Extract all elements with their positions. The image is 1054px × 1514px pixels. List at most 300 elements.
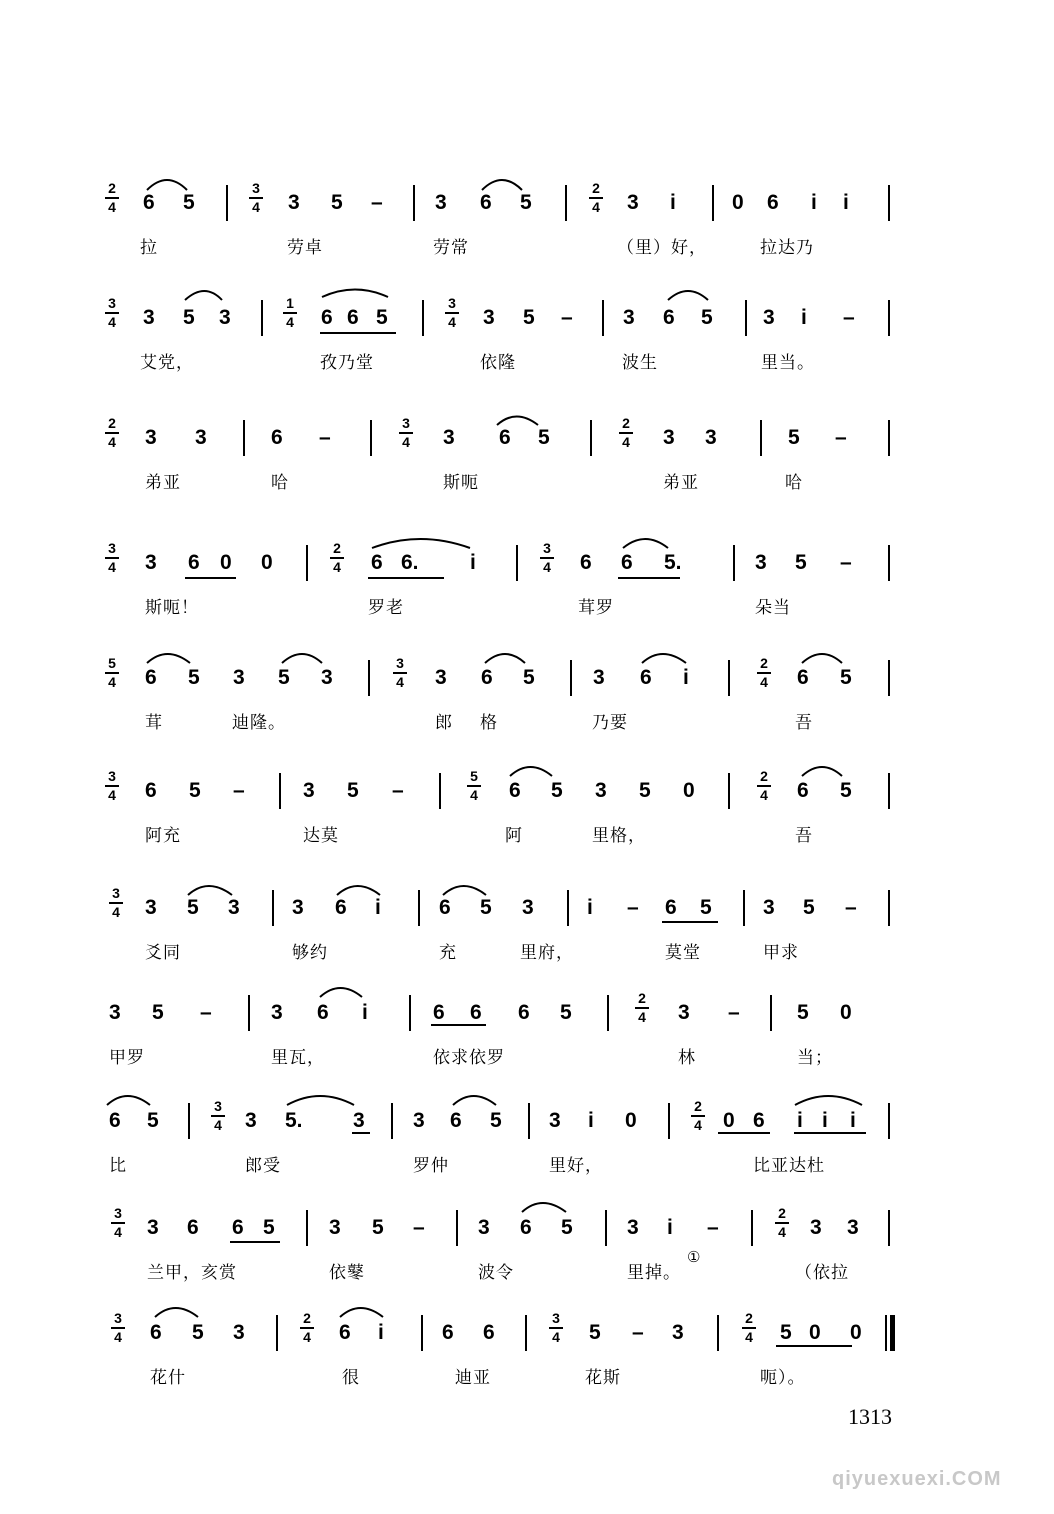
- note: –: [371, 191, 383, 214]
- lyric: （里）好，: [617, 238, 707, 258]
- bar-line: [888, 890, 890, 926]
- note: 6: [753, 1109, 765, 1132]
- lyric: 哈: [785, 473, 803, 493]
- note: –: [632, 1321, 644, 1344]
- note: 5: [795, 551, 807, 574]
- note: 6: [339, 1321, 351, 1344]
- note: 6: [232, 1216, 244, 1239]
- note: i: [587, 896, 593, 919]
- note: 6: [442, 1321, 454, 1344]
- notes-line: [95, 1093, 915, 1153]
- lyric: 吾: [795, 713, 813, 733]
- time-signature: 3 4: [391, 656, 409, 690]
- note: 6: [481, 666, 493, 689]
- note: 6: [580, 551, 592, 574]
- note: 5: [331, 191, 343, 214]
- lyric: 阿充: [145, 826, 181, 846]
- note: 6: [271, 426, 283, 449]
- bar-line: [421, 1315, 423, 1351]
- bar-line: [590, 420, 592, 456]
- note: i: [797, 1109, 803, 1132]
- note: 6: [433, 1001, 445, 1024]
- note: –: [200, 1001, 212, 1024]
- bar-line: [605, 1210, 607, 1246]
- lyric: 拉达乃: [760, 238, 814, 258]
- note: 0: [732, 191, 744, 214]
- lyric: 波生: [622, 353, 658, 373]
- time-signature: 2 4: [689, 1099, 707, 1133]
- bar-line: [743, 890, 745, 926]
- note: 5: [840, 779, 852, 802]
- bar-line: [306, 1210, 308, 1246]
- time-signature: 3 4: [547, 1311, 565, 1345]
- note: i: [667, 1216, 673, 1239]
- note: i: [378, 1321, 384, 1344]
- time-signature: 3 4: [109, 1311, 127, 1345]
- note: i: [683, 666, 689, 689]
- note: 3: [595, 779, 607, 802]
- site-watermark: qiyuexuexi.COM: [832, 1468, 1002, 1490]
- note: 3: [145, 426, 157, 449]
- lyric: 呃）。: [760, 1368, 806, 1388]
- note: 5.: [285, 1109, 303, 1132]
- bar-line: [528, 1103, 530, 1139]
- lyric: 劳卓: [287, 238, 323, 258]
- score-system-11: [95, 1305, 915, 1415]
- time-signature: 2 4: [755, 769, 773, 803]
- note: 5: [639, 779, 651, 802]
- note: i: [362, 1001, 368, 1024]
- note: 6: [518, 1001, 530, 1024]
- note: 3: [413, 1109, 425, 1132]
- note: i: [801, 306, 807, 329]
- note: 5: [189, 779, 201, 802]
- bar-line: [751, 1210, 753, 1246]
- note: 0: [220, 551, 232, 574]
- score-system-5: [95, 650, 915, 760]
- note: 5: [788, 426, 800, 449]
- bar-line: [279, 773, 281, 809]
- lyrics-line: [95, 1151, 915, 1181]
- bar-line: [368, 660, 370, 696]
- note: 3: [288, 191, 300, 214]
- page-number: 1313: [848, 1404, 892, 1429]
- note: 3: [847, 1216, 859, 1239]
- bar-line: [456, 1210, 458, 1246]
- time-signature: 3 4: [103, 541, 121, 575]
- note: 6: [145, 779, 157, 802]
- note: 0: [261, 551, 273, 574]
- note: 3: [549, 1109, 561, 1132]
- bar-line: [261, 300, 263, 336]
- note: 3: [145, 551, 157, 574]
- score-system-10: [95, 1200, 915, 1310]
- time-signature: 2 4: [773, 1206, 791, 1240]
- bar-line: [243, 420, 245, 456]
- note: 6: [499, 426, 511, 449]
- note: 5: [538, 426, 550, 449]
- note: 6: [109, 1109, 121, 1132]
- note: 3: [147, 1216, 159, 1239]
- note: 3: [143, 306, 155, 329]
- note: 6: [665, 896, 677, 919]
- note: i: [811, 191, 817, 214]
- note: –: [840, 551, 852, 574]
- lyric: 斯呃: [443, 473, 479, 493]
- lyric: 弟亚: [663, 473, 699, 493]
- lyric: 花什: [150, 1368, 186, 1388]
- note: 6.: [401, 551, 419, 574]
- note: 3: [271, 1001, 283, 1024]
- note: i: [470, 551, 476, 574]
- lyric: 罗仲: [413, 1156, 449, 1176]
- time-signature: 3 4: [109, 1206, 127, 1240]
- bar-line: [439, 773, 441, 809]
- note: i: [850, 1109, 856, 1132]
- time-signature: 3 4: [443, 296, 461, 330]
- note: i: [375, 896, 381, 919]
- note: 3: [219, 306, 231, 329]
- note: 6: [317, 1001, 329, 1024]
- lyrics-line: [95, 938, 915, 968]
- note: 0: [625, 1109, 637, 1132]
- note: 3: [663, 426, 675, 449]
- note: 3: [443, 426, 455, 449]
- lyric: 依隆: [480, 353, 516, 373]
- note: 3: [245, 1109, 257, 1132]
- note: 5: [797, 1001, 809, 1024]
- time-signature: 2 4: [633, 991, 651, 1025]
- note: 5: [376, 306, 388, 329]
- note: 3: [672, 1321, 684, 1344]
- note: 5.: [664, 551, 682, 574]
- bar-line: [888, 545, 890, 581]
- time-signature: 2 4: [617, 416, 635, 450]
- note: 3: [195, 426, 207, 449]
- lyric: 波令: [478, 1263, 514, 1283]
- notes-line: [95, 880, 915, 940]
- lyric: 迪亚: [455, 1368, 491, 1388]
- lyric: 爻同: [145, 943, 181, 963]
- bar-line: [565, 185, 567, 221]
- lyric: 格: [480, 713, 498, 733]
- score-system-8: [95, 985, 915, 1095]
- note: 6: [480, 191, 492, 214]
- bar-line: [409, 995, 411, 1031]
- notes-line: [95, 763, 915, 823]
- lyrics-line: [95, 348, 915, 378]
- lyrics-line: [95, 1043, 915, 1073]
- note: 6: [470, 1001, 482, 1024]
- time-signature: 5 4: [103, 656, 121, 690]
- note: 3: [233, 666, 245, 689]
- note: 5: [551, 779, 563, 802]
- note: 5: [701, 306, 713, 329]
- final-bar-line-thick: [890, 1315, 895, 1351]
- bar-line: [712, 185, 714, 221]
- lyric: 里格，: [592, 826, 646, 846]
- note: 3: [292, 896, 304, 919]
- time-signature: 2 4: [298, 1311, 316, 1345]
- note: 5: [803, 896, 815, 919]
- bar-line: [607, 995, 609, 1031]
- lyric: 郎受: [245, 1156, 281, 1176]
- bar-line: [888, 1210, 890, 1246]
- note: 5: [561, 1216, 573, 1239]
- note: 6: [797, 779, 809, 802]
- note: 6: [145, 666, 157, 689]
- lyrics-line: [95, 233, 915, 263]
- note: 5: [183, 306, 195, 329]
- time-signature: 3 4: [209, 1099, 227, 1133]
- note: 6: [483, 1321, 495, 1344]
- bar-line: [418, 890, 420, 926]
- time-signature: 3 4: [103, 296, 121, 330]
- note: 3: [321, 666, 333, 689]
- note: 3: [303, 779, 315, 802]
- note: 6: [335, 896, 347, 919]
- time-signature: 3 4: [107, 886, 125, 920]
- note: 3: [329, 1216, 341, 1239]
- note: –: [843, 306, 855, 329]
- time-signature: 5 4: [465, 769, 483, 803]
- note: 5: [192, 1321, 204, 1344]
- bar-line: [570, 660, 572, 696]
- note: 5: [589, 1321, 601, 1344]
- note: 3: [755, 551, 767, 574]
- note: 5: [480, 896, 492, 919]
- time-signature: 3 4: [103, 769, 121, 803]
- note: 3: [763, 896, 775, 919]
- notes-line: [95, 290, 915, 350]
- note: 5: [152, 1001, 164, 1024]
- lyric: 比亚达杜: [753, 1156, 825, 1176]
- note: i: [843, 191, 849, 214]
- note: i: [822, 1109, 828, 1132]
- lyric: 依鼕: [329, 1263, 365, 1283]
- note: i: [670, 191, 676, 214]
- note: 3: [678, 1001, 690, 1024]
- bar-line: [668, 1103, 670, 1139]
- time-signature: 2 4: [755, 656, 773, 690]
- lyric: 够约: [292, 943, 328, 963]
- bar-line: [888, 773, 890, 809]
- note: –: [233, 779, 245, 802]
- bar-line: [525, 1315, 527, 1351]
- lyric: 里好，: [549, 1156, 603, 1176]
- note: 6: [150, 1321, 162, 1344]
- note: 5: [263, 1216, 275, 1239]
- note: 3: [353, 1109, 365, 1132]
- lyrics-line: [95, 468, 915, 498]
- bar-line: [226, 185, 228, 221]
- bar-line: [188, 1103, 190, 1139]
- time-signature: 2 4: [103, 416, 121, 450]
- lyric: 拉: [140, 238, 158, 258]
- lyric: 里当。: [761, 353, 815, 373]
- time-signature: 2 4: [103, 181, 121, 215]
- note: –: [627, 896, 639, 919]
- note: 6: [520, 1216, 532, 1239]
- lyrics-line: [95, 593, 915, 623]
- score-system-2: [95, 290, 915, 400]
- time-signature: 2 4: [328, 541, 346, 575]
- note: 3: [810, 1216, 822, 1239]
- note: –: [728, 1001, 740, 1024]
- bar-line: [370, 420, 372, 456]
- note: 5: [372, 1216, 384, 1239]
- note: 6: [640, 666, 652, 689]
- note: 5: [278, 666, 290, 689]
- lyric: 兰甲，亥赏: [147, 1263, 237, 1283]
- lyric: 斯呃！: [145, 598, 199, 618]
- lyric: 劳常: [433, 238, 469, 258]
- note: 5: [183, 191, 195, 214]
- bar-line: [888, 1103, 890, 1139]
- note: 6: [187, 1216, 199, 1239]
- note: 6: [143, 191, 155, 214]
- notes-line: [95, 535, 915, 595]
- note: 3: [522, 896, 534, 919]
- lyric: 吾: [795, 826, 813, 846]
- bar-line: [391, 1103, 393, 1139]
- note: –: [561, 306, 573, 329]
- note: 6: [321, 306, 333, 329]
- note: 6: [621, 551, 633, 574]
- final-bar-line: [885, 1315, 887, 1351]
- note: –: [392, 779, 404, 802]
- note: 3: [483, 306, 495, 329]
- score-system-9: [95, 1093, 915, 1203]
- lyric: 里府，: [520, 943, 574, 963]
- lyric: 充: [439, 943, 457, 963]
- time-signature: 2 4: [740, 1311, 758, 1345]
- notes-line: [95, 1200, 915, 1260]
- note: 5: [147, 1109, 159, 1132]
- lyric: 花斯: [585, 1368, 621, 1388]
- note: 3: [435, 191, 447, 214]
- bar-line: [717, 1315, 719, 1351]
- note: 0: [809, 1321, 821, 1344]
- bar-line: [728, 660, 730, 696]
- note: –: [707, 1216, 719, 1239]
- lyric: 郎: [435, 713, 453, 733]
- note: 5: [523, 306, 535, 329]
- note: 5: [700, 896, 712, 919]
- lyric: （依拉: [795, 1263, 849, 1283]
- bar-line: [745, 300, 747, 336]
- time-signature: 3 4: [538, 541, 556, 575]
- lyric: 里瓦，: [271, 1048, 325, 1068]
- bar-line: [770, 995, 772, 1031]
- lyric: 比: [109, 1156, 127, 1176]
- lyric: 依求依罗: [433, 1048, 505, 1068]
- bar-line: [728, 773, 730, 809]
- time-signature: 3 4: [397, 416, 415, 450]
- note: 3: [109, 1001, 121, 1024]
- lyric: 林: [678, 1048, 696, 1068]
- lyric: 甲求: [763, 943, 799, 963]
- note: 6: [439, 896, 451, 919]
- note: 3: [233, 1321, 245, 1344]
- lyric: 罗老: [368, 598, 404, 618]
- lyric: 乃要: [592, 713, 628, 733]
- lyric: 茸罗: [578, 598, 614, 618]
- lyrics-line: [95, 821, 915, 851]
- notes-line: [95, 410, 915, 470]
- time-signature: 3 4: [247, 181, 265, 215]
- lyric: 很: [342, 1368, 360, 1388]
- lyric: 甲罗: [109, 1048, 145, 1068]
- note: 0: [850, 1321, 862, 1344]
- bar-line: [422, 300, 424, 336]
- lyric: 莫堂: [665, 943, 701, 963]
- note: 5: [523, 666, 535, 689]
- note: 5: [560, 1001, 572, 1024]
- bar-line: [888, 660, 890, 696]
- lyric: 孜乃堂: [320, 353, 374, 373]
- bar-line: [888, 300, 890, 336]
- score-system-4: [95, 535, 915, 645]
- note: 5: [490, 1109, 502, 1132]
- bar-line: [272, 890, 274, 926]
- note: 5: [520, 191, 532, 214]
- note: 3: [593, 666, 605, 689]
- note: –: [845, 896, 857, 919]
- lyric: 当；: [797, 1048, 833, 1068]
- note: 3: [763, 306, 775, 329]
- lyrics-line: [95, 708, 915, 738]
- note: 6: [663, 306, 675, 329]
- note: 3: [705, 426, 717, 449]
- note: 6: [797, 666, 809, 689]
- bar-line: [567, 890, 569, 926]
- bar-line: [760, 420, 762, 456]
- lyric: 达莫: [303, 826, 339, 846]
- note: i: [588, 1109, 594, 1132]
- note: –: [835, 426, 847, 449]
- note: 3: [145, 896, 157, 919]
- bar-line: [516, 545, 518, 581]
- bar-line: [888, 185, 890, 221]
- note: 3: [627, 1216, 639, 1239]
- note: 6: [371, 551, 383, 574]
- note: 6: [450, 1109, 462, 1132]
- notes-line: [95, 1305, 915, 1365]
- note: 3: [623, 306, 635, 329]
- lyrics-line: [95, 1363, 915, 1393]
- note: 3: [435, 666, 447, 689]
- note: 0: [840, 1001, 852, 1024]
- note: 5: [840, 666, 852, 689]
- lyric: 朵当: [755, 598, 791, 618]
- lyric: 迪隆。: [232, 713, 286, 733]
- bar-line: [248, 995, 250, 1031]
- note: 6: [767, 191, 779, 214]
- lyric: 艾党，: [140, 353, 194, 373]
- lyric: 弟亚: [145, 473, 181, 493]
- lyric: 茸: [145, 713, 163, 733]
- lyric: 阿: [505, 826, 523, 846]
- note: 3: [627, 191, 639, 214]
- note: 3: [478, 1216, 490, 1239]
- bar-line: [413, 185, 415, 221]
- note: 6: [188, 551, 200, 574]
- note: 6: [509, 779, 521, 802]
- bar-line: [306, 545, 308, 581]
- bar-line: [888, 420, 890, 456]
- note: –: [319, 426, 331, 449]
